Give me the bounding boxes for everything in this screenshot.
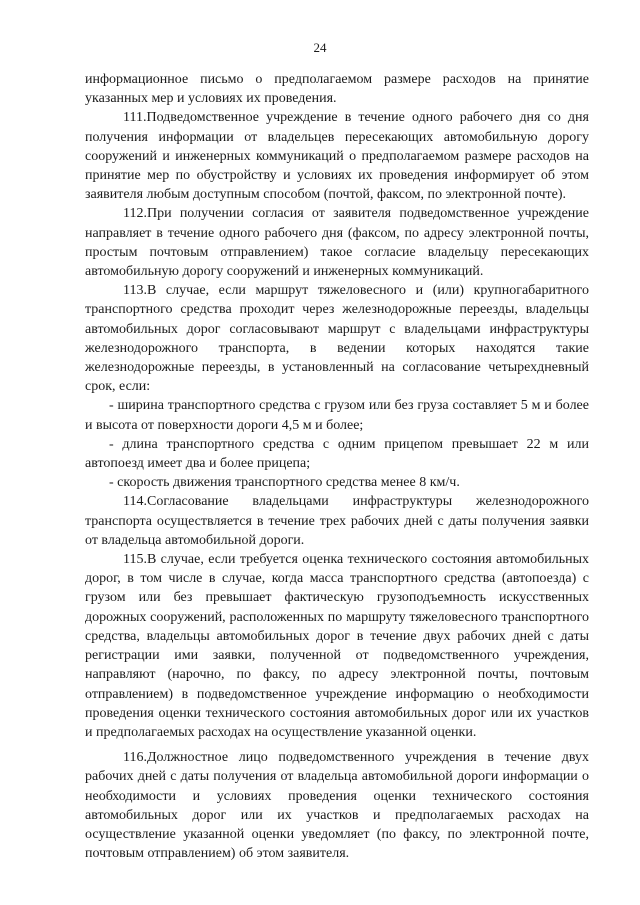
list-item-width-height: - ширина транспортного средства с грузом или без груза составляет 5 м и более и высота от поверхности дороги 4,5 м и более;: [85, 398, 589, 433]
paragraph-115: 115.В случае, если требуется оценка технического состояния автомобильных дорог, в том числе в случае, когда масса транспортного средства (автопоезда) с грузом или без превышает фактическую грузоподъемность искусственных дорожных сооружений, расположенных по маршруту тяжеловесного транспортного средства, владельцы автомобильных дорог в течение двух рабочих дней с даты регистрации ими заявки, полученной от подведомственного учреждения, направляют (нарочно, по факсу, по адресу электронной почты, почтовым отправлением) в подведомственное учреждение информацию о необходимости проведения оценки технического состояния автомобильных дорог или их участков и предполагаемых расходах на осуществление указанной оценки.: [85, 552, 589, 740]
paragraph-continuation: информационное письмо о предполагаемом размере расходов на принятие указанных мер и условиях их проведения.: [85, 72, 589, 107]
document-body: [85, 70, 589, 863]
page-number: 24: [313, 40, 327, 55]
paragraph-116: 116.Должностное лицо подведомственного учреждения в течение двух рабочих дней с даты получения от владельца автомобильной дороги информации о необходимости и условиях проведения оценки технического состояния автомобильных дорог или их участков и предполагаемых расходах на осуществление указанной оценки уведомляет (по факсу, по электронной почте, почтовым отправлением) об этом заявителя.: [85, 750, 589, 862]
list-item-speed: - скорость движения транспортного средства менее 8 км/ч.: [109, 475, 460, 491]
paragraph-112: 112.При получении согласия от заявителя подведомственное учреждение направляет в течение одного рабочего дня (факсом, по адресу электронной почты, простым почтовым отправлением) такое согласие владельцу пересекающих автомобильную дорогу сооружений и инженерных коммуникаций.: [85, 206, 589, 280]
paragraph-113: 113.В случае, если маршрут тяжеловесного и (или) крупногабаритного транспортного средства проходит через железнодорожные переезды, владельцы автомобильных дорог согласовывают маршрут с владельцами инфраструктуры железнодорожного транспорта, в ведении которых находятся такие железнодорожные переезды, в установленный на согласование четырехдневный срок, если:: [85, 283, 589, 395]
paragraph-114: 114.Согласование владельцами инфраструктуры железнодорожного транспорта осуществляется в течение трех рабочих дней с даты получения заявки от владельца автомобильной дороги.: [85, 494, 589, 548]
paragraph-111: 111.Подведомственное учреждение в течение одного рабочего дня со дня получения информации от владельцев пересекающих автомобильную дорогу сооружений и инженерных коммуникаций о предполагаемом размере расходов на принятие мер по обустройству и условиях их проведения информирует об этом заявителя любым доступным способом (почтой, факсом, по электронной почте).: [85, 110, 589, 203]
list-item-length: - длина транспортного средства с одним прицепом превышает 22 м или автопоезд имеет два и более прицепа;: [85, 436, 589, 472]
